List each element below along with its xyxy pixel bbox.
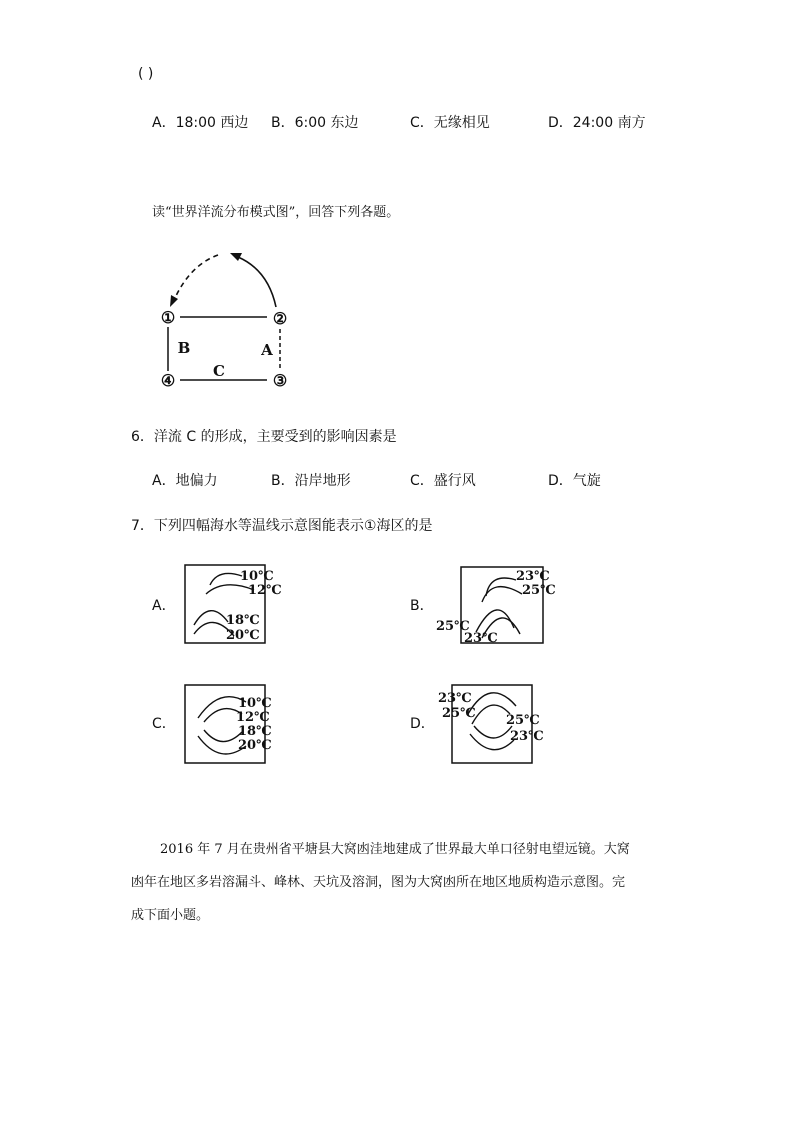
node-1: ① xyxy=(160,308,176,327)
passage-line-2: 凼年在地区多岩溶漏斗、峰林、天坑及溶洞，图为大窝凼所在地区地质构造示意图。完 xyxy=(131,875,626,890)
section-intro: 读“世界洋流分布模式图”，回答下列各题。 xyxy=(152,205,400,220)
ocean-current-diagram xyxy=(150,245,310,395)
current-label-a: A xyxy=(261,341,273,359)
q6-option-d: D．气旋 xyxy=(548,473,601,489)
q6-option-a: A．地偏力 xyxy=(152,473,218,489)
current-label-c: C xyxy=(213,362,225,380)
isotherm-label: 25℃ xyxy=(522,583,556,598)
q7-stem: 7．下列四幅海水等温线示意图能表示①海区的是 xyxy=(131,518,433,534)
passage-line-3: 成下面小题。 xyxy=(131,908,210,923)
q5-option-c: C．无缘相见 xyxy=(410,115,490,131)
isotherm-label: 12℃ xyxy=(236,710,270,725)
isotherm-panel-a xyxy=(180,560,290,650)
q6-option-b: B．沿岸地形 xyxy=(271,473,351,489)
isotherm-label: 23℃ xyxy=(510,729,544,744)
q7-option-a-label: A． xyxy=(152,598,176,614)
q7-option-d-label: D． xyxy=(410,716,435,732)
isotherm-label: 25℃ xyxy=(442,706,476,721)
isotherm-label: 20℃ xyxy=(226,628,260,643)
isotherm-label: 25℃ xyxy=(506,713,540,728)
dashed-curve-arrow xyxy=(174,255,218,300)
isotherm-label: 10℃ xyxy=(238,696,272,711)
q5-option-d: D．24:00 南方 xyxy=(548,115,646,131)
isotherm-panel-d xyxy=(432,680,562,770)
solid-curve-arrow xyxy=(238,257,276,307)
q6-option-c: C．盛行风 xyxy=(410,473,476,489)
isotherm-label: 20℃ xyxy=(238,738,272,753)
isotherm-label: 12℃ xyxy=(248,583,282,598)
isotherm-label: 18℃ xyxy=(238,724,272,739)
isotherm-label: 25℃ xyxy=(436,619,470,634)
node-4: ④ xyxy=(160,371,176,390)
isotherm-panel-c xyxy=(180,680,290,770)
isotherm-label: 18℃ xyxy=(226,613,260,628)
q7-option-c-label: C． xyxy=(152,716,176,732)
node-2: ② xyxy=(272,309,288,328)
q5-option-b: B．6:00 东边 xyxy=(271,115,359,131)
isotherm-label: 23℃ xyxy=(438,691,472,706)
isotherm-label: 23℃ xyxy=(516,569,550,584)
isotherm-label: 23℃ xyxy=(464,631,498,646)
passage-line-1: 2016 年 7 月在贵州省平塘县大窝凼洼地建成了世界最大单口径射电望远镜。大窝 xyxy=(160,842,630,857)
isotherm-panel-b xyxy=(432,560,562,650)
q5-option-a: A．18:00 西边 xyxy=(152,115,249,131)
arrowhead-icon xyxy=(230,253,242,261)
current-label-b: B xyxy=(177,339,191,357)
q7-option-b-label: B． xyxy=(410,598,434,614)
node-3: ③ xyxy=(272,371,288,390)
answer-bracket: ( ) xyxy=(138,66,154,82)
isotherm-label: 10℃ xyxy=(240,569,274,584)
q6-stem: 6．洋流 C 的形成，主要受到的影响因素是 xyxy=(131,429,397,445)
arrowhead-icon xyxy=(170,295,178,307)
